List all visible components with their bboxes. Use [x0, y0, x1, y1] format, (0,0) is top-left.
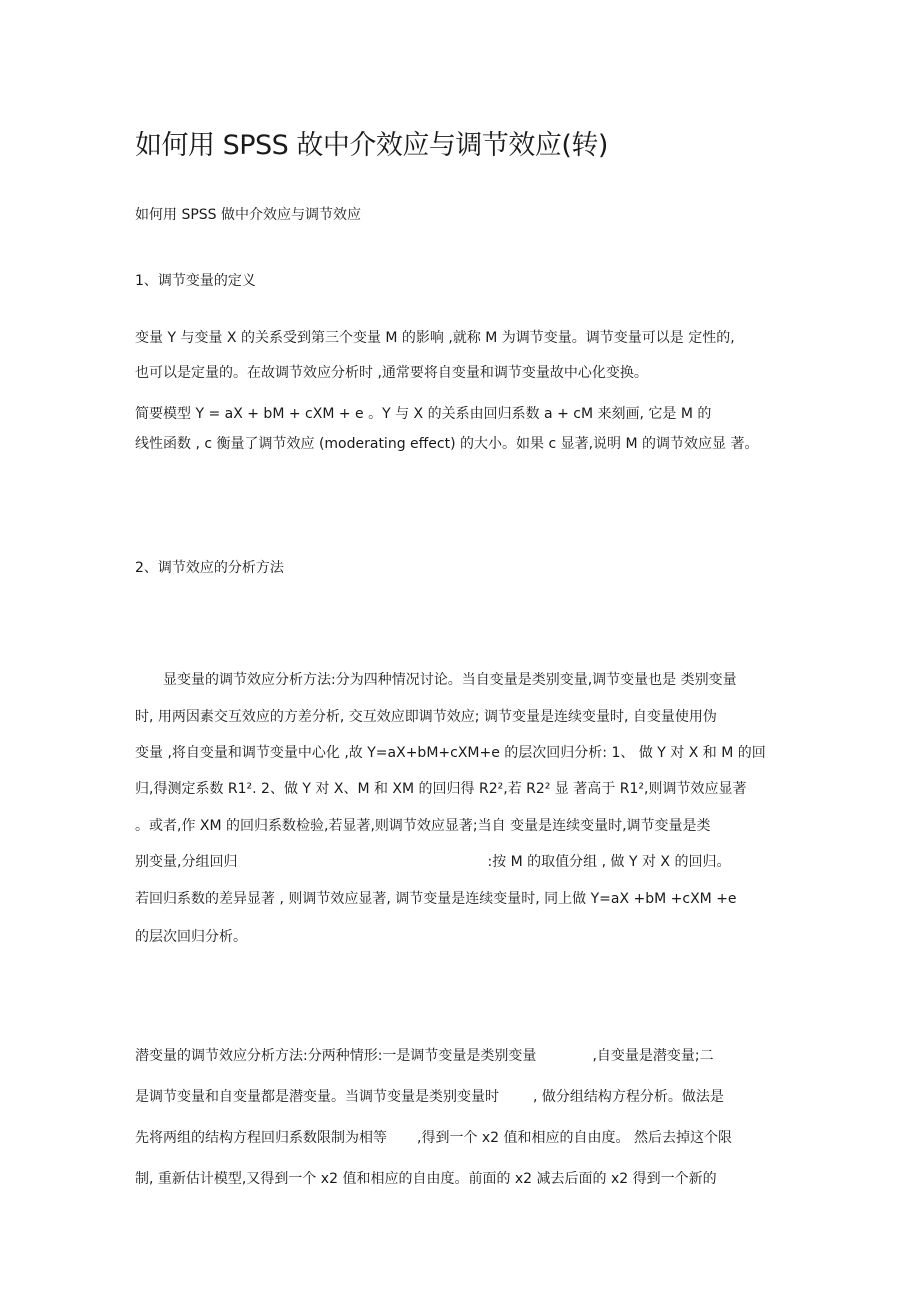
section2-paragraph1-line8: 的层次回归分析。 [135, 929, 247, 945]
section1-paragraph1-line2: 也可以是定量的。在故调节效应分析时 ,通常要将自变量和调节变量故中心化变换。 [135, 365, 648, 381]
document-subtitle: 如何用 SPSS 做中介效应与调节效应 [135, 207, 362, 223]
section2-paragraph2-line2-part-b: , 做分组结构方程分析。做法是 [533, 1089, 724, 1105]
section2-paragraph2-line3-part-b: ,得到一个 x2 值和相应的自由度。 然后去掉这个限 [417, 1130, 732, 1146]
section2-paragraph2-line3 [135, 1128, 732, 1148]
section2-paragraph2-line2-part-a: 是调节变量和自变量都是潜变量。当调节变量是类别变量时 [135, 1089, 499, 1105]
section2-paragraph1-line4: 归,得测定系数 R1². 2、做 Y 对 X、M 和 XM 的回归得 R2²,若 R2² 显 著高于 R1²,则调节效应显著 [135, 781, 747, 797]
section2-paragraph1-line2: 时, 用两因素交互效应的方差分析, 交互效应即调节效应; 调节变量是连续变量时, 自变量使用伪 [135, 709, 717, 725]
section2-paragraph1-line6-part-a: 别变量,分组回归 [135, 854, 238, 870]
document-title: 如何用 SPSS 故中介效应与调节效应(转) [135, 130, 608, 161]
section2-paragraph1-line6-part-b: :按 M 的取值分组 , 做 Y 对 X 的回归。 [487, 854, 731, 870]
section2-paragraph1-line7: 若回归系数的差异显著 , 则调节效应显著, 调节变量是连续变量时, 同上做 Y=aX +bM +cXM +e [135, 891, 737, 907]
section2-paragraph1-line3: 变量 ,将自变量和调节变量中心化 ,故 Y=aX+bM+cXM+e 的层次回归分析: 1、 做 Y 对 X 和 M 的回 [135, 745, 766, 761]
section2-heading: 2、调节效应的分析方法 [135, 560, 284, 576]
section2-paragraph2-line1 [135, 1046, 714, 1066]
section2-paragraph2-line3-part-a: 先将两组的结构方程回归系数限制为相等 [135, 1130, 387, 1146]
section2-paragraph1-line1: 显变量的调节效应分析方法:分为四种情况讨论。当自变量是类别变量,调节变量也是 类别变量 [163, 672, 737, 688]
section2-paragraph2-line4: 制, 重新估计模型,又得到一个 x2 值和相应的自由度。前面的 x2 减去后面的 x2 得到一个新的 [135, 1171, 717, 1187]
section1-paragraph2-line1: 简要模型 Y = aX + bM + cXM + e 。Y 与 X 的关系由回归系数 a + cM 来刻画, 它是 M 的 [135, 406, 712, 422]
section2-paragraph1-line5: 。或者,作 XM 的回归系数检验,若显著,则调节效应显著;当自 变量是连续变量时,调节变量是类 [135, 818, 711, 834]
section1-paragraph2-line2: 线性函数 , c 衡量了调节效应 (moderating effect) 的大小。如果 c 显著,说明 M 的调节效应显 著。 [135, 436, 759, 452]
section1-paragraph1-line1: 变量 Y 与变量 X 的关系受到第三个变量 M 的影响 ,就称 M 为调节变量。调节变量可以是 定性的, [135, 330, 735, 346]
section2-paragraph2-line1-part-a: 潜变量的调节效应分析方法:分两种情形:一是调节变量是类别变量 [135, 1048, 537, 1064]
section2-paragraph1-line6 [135, 852, 730, 872]
section2-paragraph2-line2 [135, 1087, 724, 1107]
section1-heading: 1、调节变量的定义 [135, 273, 256, 289]
section2-paragraph2-line1-part-b: ,自变量是潜变量;二 [592, 1048, 714, 1064]
